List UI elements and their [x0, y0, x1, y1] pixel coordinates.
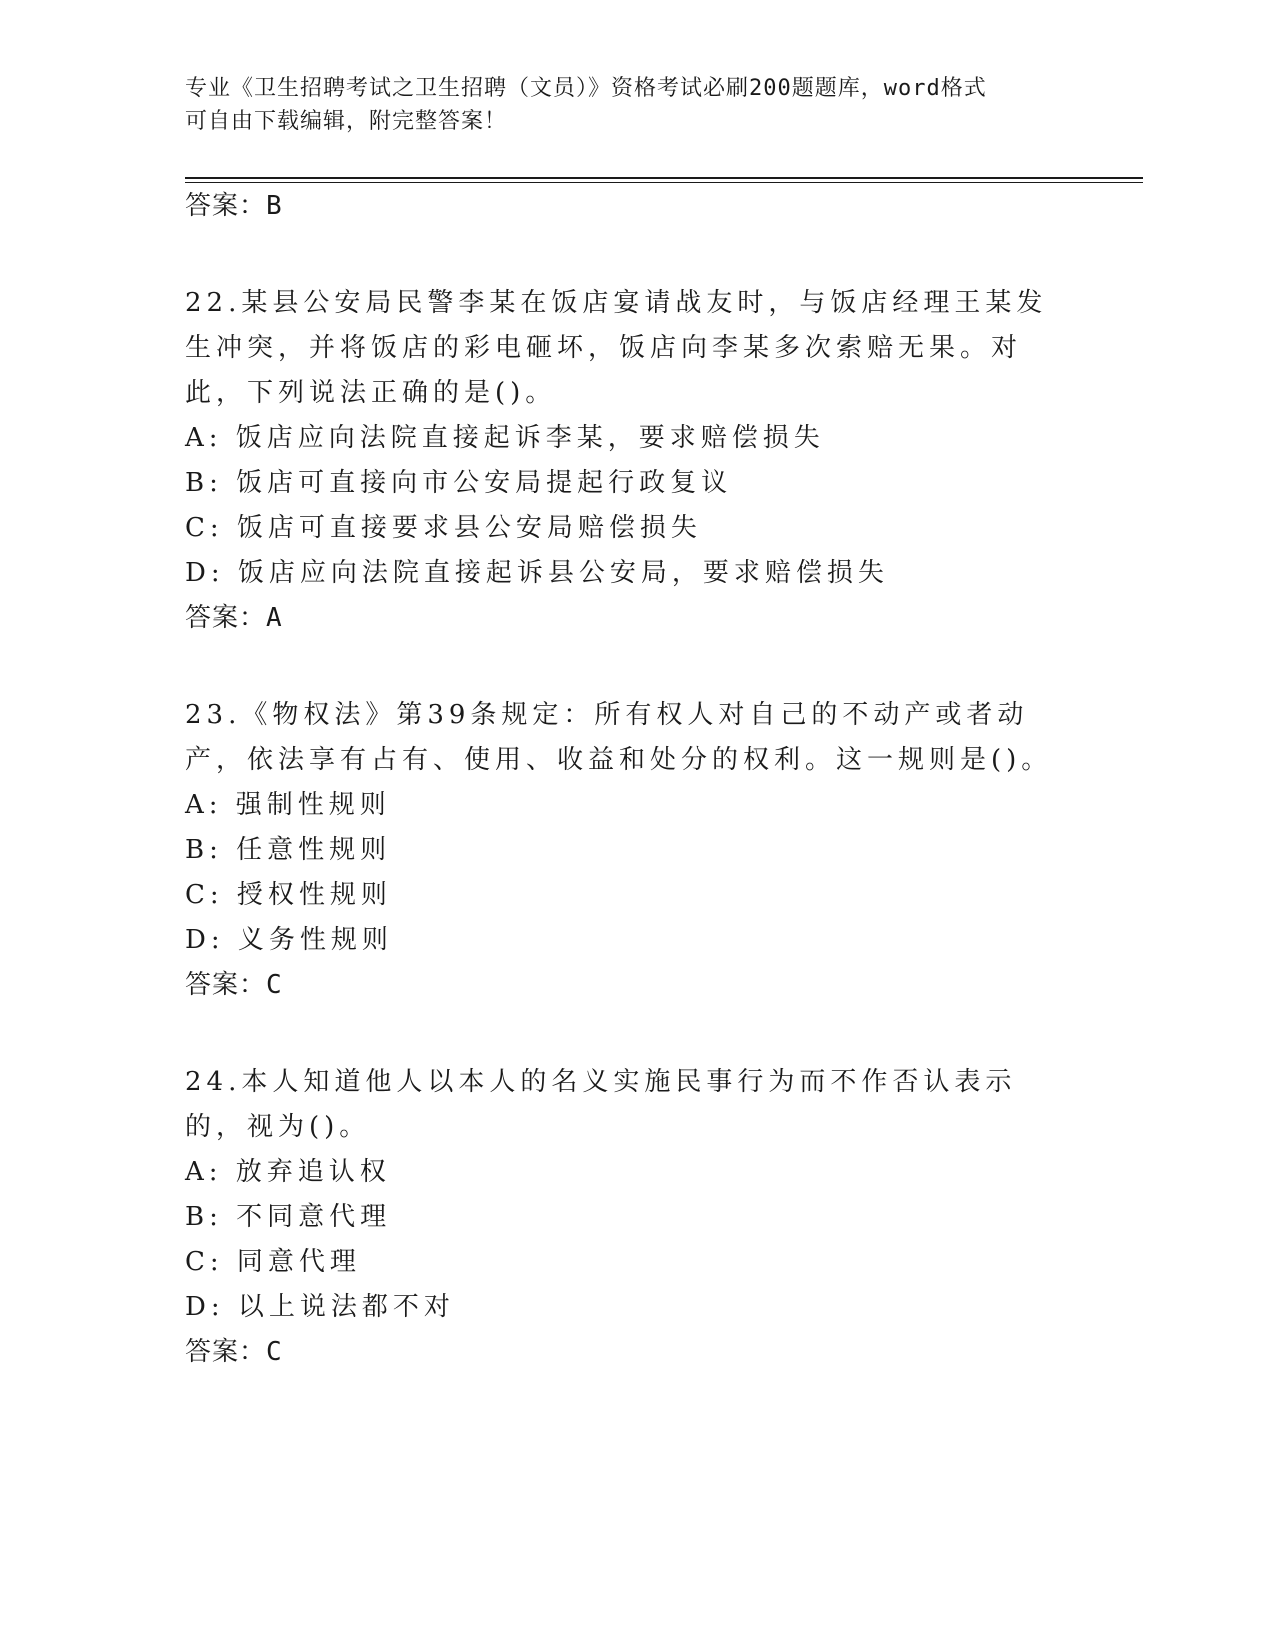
option-c: C: 饭店可直接要求县公安局赔偿损失 [185, 513, 702, 543]
question-list [185, 184, 1085, 1375]
question-stem: 23.《物权法》第39条规定：所有权人对自己的不动产或者动产，依法享有占有、使用、收益和处分的权利。这一规则是()。 [185, 700, 1053, 775]
option-b: B: 饭店可直接向市公安局提起行政复议 [185, 468, 733, 498]
question-answer: 答案：C [185, 1337, 283, 1367]
header-line-1: 专业《卫生招聘考试之卫生招聘（文员）》资格考试必刷200题题库，word格式 [185, 76, 987, 101]
question-22 [185, 281, 1085, 641]
question-answer: 答案：A [185, 603, 283, 633]
option-c: C: 同意代理 [185, 1247, 361, 1277]
header-line-2: 可自由下载编辑，附完整答案！ [185, 109, 508, 134]
option-d: D: 义务性规则 [185, 925, 393, 955]
option-b: B: 任意性规则 [185, 835, 392, 865]
question-24 [185, 1060, 1085, 1375]
option-d: D: 以上说法都不对 [185, 1292, 455, 1322]
previous-answer: 答案：B [185, 191, 283, 221]
option-d: D: 饭店应向法院直接起诉县公安局，要求赔偿损失 [185, 558, 889, 588]
option-a: A: 放弃追认权 [185, 1157, 391, 1187]
question-23 [185, 693, 1085, 1008]
option-b: B: 不同意代理 [185, 1202, 392, 1232]
option-c: C: 授权性规则 [185, 880, 392, 910]
header-divider-thick [185, 177, 1143, 179]
question-stem: 24.本人知道他人以本人的名义实施民事行为而不作否认表示的，视为()。 [185, 1067, 1017, 1142]
option-a: A: 饭店应向法院直接起诉李某，要求赔偿损失 [185, 423, 825, 453]
question-answer: 答案：C [185, 970, 283, 1000]
question-stem: 22.某县公安局民警李某在饭店宴请战友时，与饭店经理王某发生冲突，并将饭店的彩电砸坏，饭店向李某多次索赔无果。对此，下列说法正确的是()。 [185, 288, 1048, 408]
option-a: A: 强制性规则 [185, 790, 391, 820]
page-header [185, 72, 1085, 138]
header-divider-thin [185, 182, 1143, 183]
